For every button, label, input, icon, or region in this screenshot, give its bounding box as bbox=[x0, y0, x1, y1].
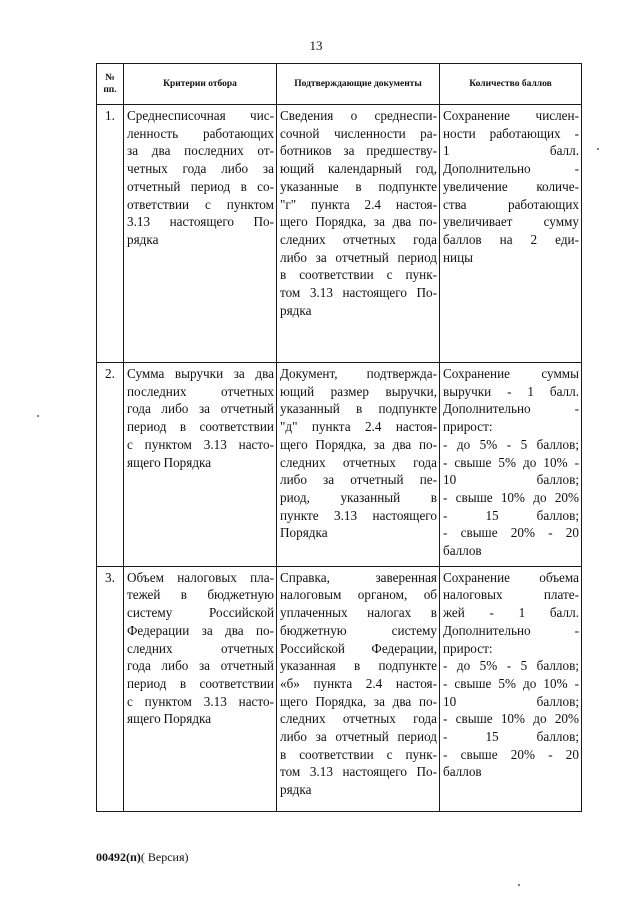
cell-line: систему Российской bbox=[127, 605, 274, 621]
cell-line: Дополнительно - bbox=[443, 401, 579, 417]
cell-line: Дополнительно - bbox=[443, 161, 579, 177]
cell-line: - свыше 20% - 20 bbox=[443, 525, 579, 541]
cell-line: увеличивает сумму bbox=[443, 214, 579, 230]
cell-line: сочной численности ра- bbox=[280, 125, 437, 141]
cell-line: - до 5% - 5 баллов; bbox=[443, 658, 579, 674]
cell-line: "г" пункта 2.4 настоя- bbox=[280, 196, 437, 212]
cell-line: прирост: bbox=[443, 640, 493, 656]
cell-line: "д" пункта 2.4 настоя- bbox=[280, 419, 437, 435]
cell-line: Сумма выручки за два bbox=[127, 366, 274, 381]
table-row bbox=[97, 566, 582, 811]
document-version: ( Версия) bbox=[140, 850, 189, 864]
cell-line: в соответствии с пунк- bbox=[280, 267, 437, 283]
cell-line: Сохранение суммы bbox=[443, 366, 579, 381]
header-documents: Подтверждающие документы bbox=[277, 64, 440, 105]
cell-line: Порядка bbox=[280, 525, 328, 541]
table-row bbox=[97, 363, 582, 567]
cell-line: года либо за отчетный bbox=[127, 401, 274, 417]
cell-line: указанные в подпункте bbox=[280, 178, 437, 194]
cell-line: щего Порядка, за два по- bbox=[280, 214, 437, 230]
cell-line: жей - 1 балл. bbox=[443, 605, 579, 621]
cell-points bbox=[440, 566, 582, 811]
cell-line: уплаченных налогах в bbox=[280, 605, 437, 621]
table-header-row bbox=[97, 64, 582, 105]
cell-line: ящего Порядка bbox=[127, 454, 212, 470]
cell-line: - до 5% - 5 баллов; bbox=[443, 436, 579, 452]
cell-line: с пунктом 3.13 насто- bbox=[127, 693, 274, 709]
cell-line: ющий календарный год, bbox=[280, 161, 437, 177]
cell-line: баллов bbox=[443, 764, 482, 780]
row-number: 3. bbox=[97, 566, 124, 811]
cell-line: прирост: bbox=[443, 419, 493, 435]
document-code: 00492(п) bbox=[96, 850, 141, 864]
cell-line: пункте 3.13 настоящего bbox=[280, 507, 437, 523]
cell-line: рядка bbox=[280, 782, 312, 798]
cell-line: Сохранение объема bbox=[443, 569, 579, 585]
cell-line: следних отчетных года bbox=[280, 454, 437, 470]
cell-line: - свыше 10% до 20% bbox=[443, 489, 579, 505]
cell-line: период в соответствии bbox=[127, 675, 274, 691]
cell-line: том 3.13 настоящего По- bbox=[280, 764, 437, 780]
cell-line: последних отчетных bbox=[127, 383, 274, 399]
cell-line: - свыше 20% - 20 bbox=[443, 746, 579, 762]
cell-line: 1 балл. bbox=[443, 143, 579, 159]
cell-line: ящего Порядка bbox=[127, 711, 212, 727]
cell-line: следних отчетных bbox=[127, 640, 274, 656]
cell-line: 10 баллов; bbox=[443, 472, 579, 488]
cell-line: 10 баллов; bbox=[443, 693, 579, 709]
cell-criteria bbox=[124, 363, 277, 567]
cell-line: баллов bbox=[443, 543, 482, 559]
cell-line: в соответствии с пунк- bbox=[280, 746, 437, 762]
cell-line: либо за отчетный пе- bbox=[280, 472, 437, 488]
cell-line: увеличение количе- bbox=[443, 178, 579, 194]
cell-line: за два последних от- bbox=[127, 143, 274, 159]
cell-line: либо за отчетный период bbox=[280, 249, 437, 265]
header-criteria: Критерии отбора bbox=[124, 64, 277, 105]
cell-line: Документ, подтвержда- bbox=[280, 366, 437, 381]
cell-line: указанный в подпункте bbox=[280, 401, 437, 417]
cell-line: указанная в подпункте bbox=[280, 658, 437, 674]
row-number: 2. bbox=[97, 363, 124, 567]
cell-line: Сохранение числен- bbox=[443, 108, 579, 123]
cell-line: рядка bbox=[127, 231, 159, 247]
cell-line: года либо за отчетный bbox=[127, 658, 274, 674]
cell-criteria bbox=[124, 105, 277, 363]
cell-line: риод, указанный в bbox=[280, 489, 437, 505]
cell-line: Среднесписочная чис- bbox=[127, 108, 274, 123]
header-num bbox=[97, 64, 124, 105]
cell-documents bbox=[277, 566, 440, 811]
cell-line: «б» пункта 2.4 настоя- bbox=[280, 675, 437, 691]
cell-line: - свыше 10% до 20% bbox=[443, 711, 579, 727]
cell-line: Дополнительно - bbox=[443, 622, 579, 638]
cell-line: ности работающих - bbox=[443, 125, 579, 141]
cell-line: выручки - 1 балл. bbox=[443, 383, 579, 399]
cell-points bbox=[440, 105, 582, 363]
scan-speck bbox=[37, 415, 39, 417]
cell-line: Федерации за два по- bbox=[127, 622, 274, 638]
cell-line: щего Порядка, за два по- bbox=[280, 436, 437, 452]
cell-line: период в соответствии bbox=[127, 419, 274, 435]
header-num-line: № bbox=[105, 73, 115, 83]
cell-line: баллов на 2 еди- bbox=[443, 231, 579, 247]
cell-line: тежей в бюджетную bbox=[127, 587, 274, 603]
cell-line: налоговым органом, об bbox=[280, 587, 437, 603]
cell-criteria bbox=[124, 566, 277, 811]
cell-line: ленность работающих bbox=[127, 125, 274, 141]
cell-line: либо за отчетный период bbox=[280, 729, 437, 745]
cell-line: Объем налоговых пла- bbox=[127, 569, 274, 585]
page-number: 13 bbox=[309, 38, 323, 53]
cell-line: ботников за предшеству- bbox=[280, 143, 437, 159]
scan-speck bbox=[597, 148, 599, 150]
cell-line: четных года либо за bbox=[127, 161, 274, 177]
table-row bbox=[97, 105, 582, 363]
header-num-line: пп. bbox=[103, 85, 117, 95]
cell-line: щего Порядка, за два по- bbox=[280, 693, 437, 709]
criteria-table bbox=[96, 63, 582, 812]
cell-line: отчетный период в со- bbox=[127, 178, 274, 194]
header-points: Количество баллов bbox=[440, 64, 582, 105]
cell-line: - 15 баллов; bbox=[443, 729, 579, 745]
cell-documents bbox=[277, 363, 440, 567]
cell-line: Справка, заверенная bbox=[280, 569, 437, 585]
cell-documents bbox=[277, 105, 440, 363]
cell-points bbox=[440, 363, 582, 567]
cell-line: рядка bbox=[280, 302, 312, 318]
cell-line: бюджетную систему bbox=[280, 622, 437, 638]
cell-line: следних отчетных года bbox=[280, 711, 437, 727]
cell-line: ницы bbox=[443, 249, 474, 265]
footer bbox=[96, 850, 189, 865]
cell-line: с пунктом 3.13 насто- bbox=[127, 436, 274, 452]
cell-line: ющий размер выручки, bbox=[280, 383, 437, 399]
cell-line: - 15 баллов; bbox=[443, 507, 579, 523]
cell-line: следних отчетных года bbox=[280, 231, 437, 247]
cell-line: 3.13 настоящего По- bbox=[127, 214, 274, 230]
cell-line: Российской Федерации, bbox=[280, 640, 437, 656]
cell-line: - свыше 5% до 10% - bbox=[443, 675, 579, 691]
scan-speck bbox=[518, 884, 520, 886]
cell-line: Сведения о среднеспи- bbox=[280, 108, 437, 123]
row-number: 1. bbox=[97, 105, 124, 363]
cell-line: налоговых плате- bbox=[443, 587, 579, 603]
cell-line: ответствии с пунктом bbox=[127, 196, 274, 212]
cell-line: том 3.13 настоящего По- bbox=[280, 285, 437, 301]
cell-line: ства работающих bbox=[443, 196, 579, 212]
cell-line: - свыше 5% до 10% - bbox=[443, 454, 579, 470]
